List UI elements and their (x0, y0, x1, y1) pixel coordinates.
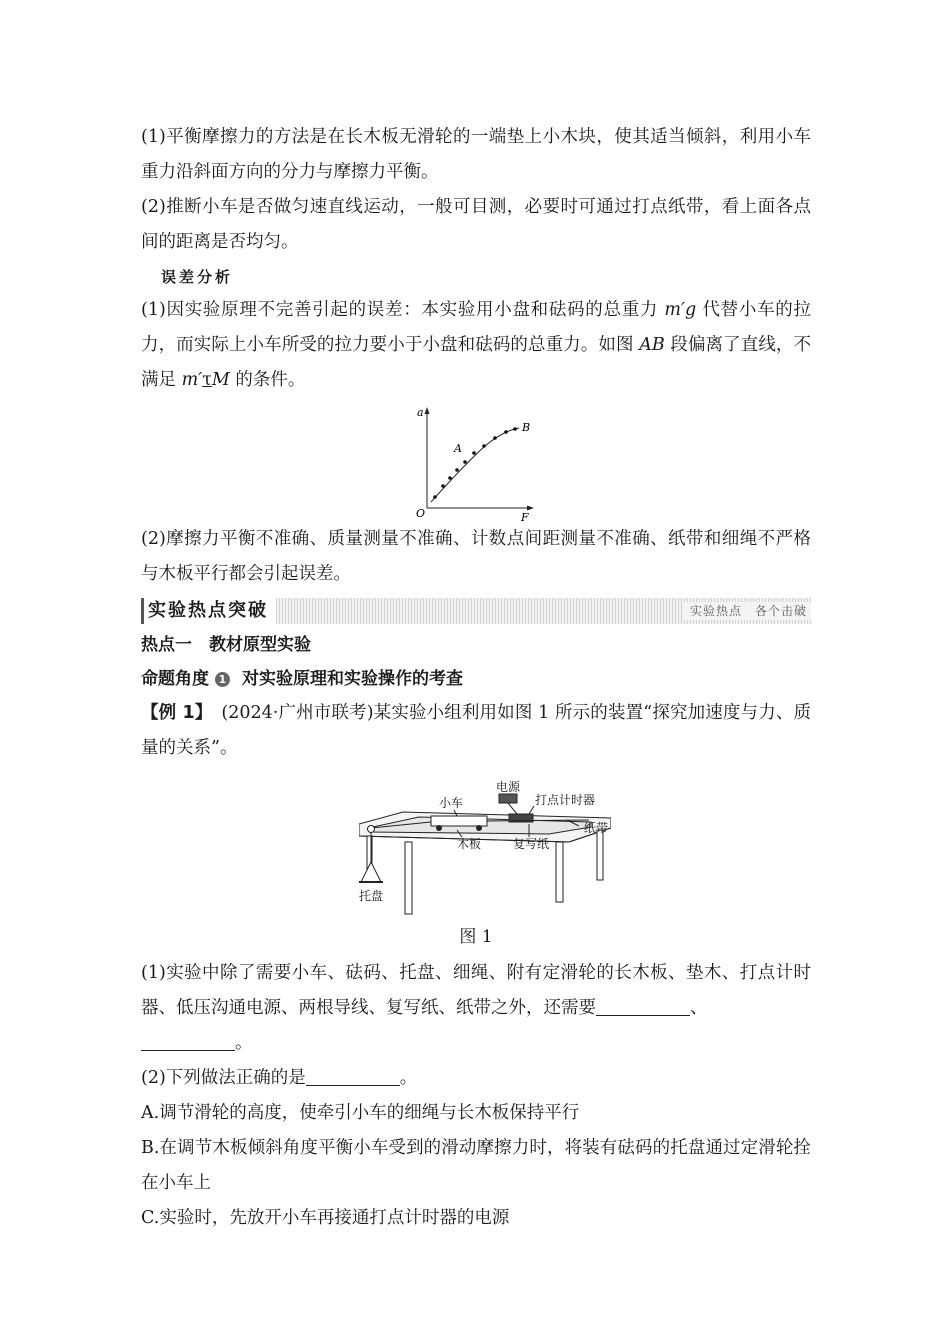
point (482, 444, 486, 448)
question-1 (141, 956, 811, 1061)
point (513, 427, 517, 431)
label-point-a: A (454, 442, 462, 455)
data-points (433, 427, 517, 499)
figure-caption: 图 1 (459, 927, 493, 947)
point (441, 484, 445, 488)
symbol-ab: AB (639, 335, 665, 355)
table-leg (405, 842, 412, 914)
point (448, 476, 452, 480)
angle-heading (141, 662, 811, 696)
label-tray: 托盘 (359, 889, 384, 903)
car-wheel (477, 826, 482, 831)
example-source: (2024·广州市联考) (221, 703, 374, 723)
point (493, 436, 497, 440)
label-f-axis: F (521, 511, 529, 522)
point (433, 495, 437, 499)
pulley (368, 826, 375, 833)
document-page (141, 120, 811, 1236)
example-tag: 【例 1】 (141, 703, 204, 723)
apparatus-figure (359, 780, 611, 920)
curve-line (431, 428, 519, 502)
banner-subtitle: 实验热点 各个击破 (684, 602, 811, 620)
label-a-axis: a (417, 406, 424, 419)
paragraph-error-1 (141, 293, 811, 398)
symbol-much-less: τ (202, 370, 212, 390)
point (504, 430, 508, 434)
car-body (431, 816, 487, 826)
label-tape: 纸带 (584, 821, 609, 835)
power-box (499, 794, 517, 803)
option-a: A.调节滑轮的高度，使牵引小车的细绳与长木板保持平行 (141, 1103, 580, 1123)
symbol-M: M (211, 370, 230, 390)
end-mark: 。 (399, 1068, 418, 1088)
symbol-m-prime: m′ (181, 370, 203, 390)
table-leg (597, 830, 603, 880)
option-c: C.实验时，先放开小车再接通打点计时器的电源 (141, 1208, 510, 1228)
label-board: 木板 (457, 837, 482, 851)
x-axis-arrow (527, 506, 534, 511)
symbol-mg: m′g (664, 300, 697, 320)
question-1-text: (1)实验中除了需要小车、砝码、托盘、细绳、附有定滑轮的长木板、垫木、打点计时器、低压沟通电源、两根导线、复写纸、纸带之外，还需要 (141, 963, 811, 1018)
hotspot-heading: 热点一 教材原型实验 (141, 635, 311, 655)
number-circle-icon: 1 (215, 672, 230, 687)
question-2 (141, 1061, 811, 1096)
banner-title: 实验热点突破 (144, 598, 276, 624)
label-car: 小车 (439, 796, 464, 810)
answer-blank[interactable] (596, 997, 690, 1016)
label-origin: O (416, 507, 426, 520)
angle-prefix: 命题角度 (141, 669, 209, 689)
example-paragraph (141, 696, 811, 766)
table-leg (556, 842, 563, 902)
label-power: 电源 (496, 780, 521, 794)
answer-blank[interactable] (141, 1032, 235, 1051)
example-text: 某实验小组利用如图 1 所示的装置“探究加速度与力、质量的关系”。 (141, 703, 811, 758)
point (463, 460, 467, 464)
text-run: 段偏离了直线，不满足 (141, 335, 812, 390)
paragraph-friction-method: (1)平衡摩擦力的方法是在长木板无滑轮的一端垫上小木块，使其适当倾斜，利用小车重力沿斜面方向的分力与摩擦力平衡。 (141, 127, 811, 182)
point (472, 451, 476, 455)
label-point-b: B (522, 421, 531, 434)
car-wheel (437, 826, 442, 831)
answer-blank[interactable] (306, 1067, 400, 1086)
point (455, 468, 459, 472)
end-mark: 。 (235, 1033, 253, 1053)
tray-hanger (361, 862, 381, 882)
option-b: B.在调节木板倾斜角度平衡小车受到的滑动摩擦力时，将装有砝码的托盘通过定滑轮拴在小车上 (141, 1138, 811, 1193)
label-carbon: 复写纸 (513, 837, 550, 851)
separator: 、 (690, 998, 708, 1018)
error-analysis-heading: 误差分析 (161, 268, 234, 286)
text-run: (1)因实验原理不完善引起的误差：本实验用小盘和砝码的总重力 (141, 300, 665, 320)
label-timer: 打点计时器 (535, 793, 596, 807)
leader-line (529, 806, 534, 814)
question-2-text: (2)下列做法正确的是 (141, 1068, 306, 1088)
text-run: 的条件。 (229, 370, 306, 390)
paragraph-uniform-motion: (2)推断小车是否做匀速直线运动，一般可目测，必要时可通过打点纸带，看上面各点间的距离是否均匀。 (141, 197, 811, 252)
paragraph-error-2: (2)摩擦力平衡不准确、质量测量不准确、计数点间距测量不准确、纸带和细绳不严格与木板平行都会引起误差。 (141, 529, 811, 584)
section-banner (141, 598, 811, 624)
y-axis-arrow (425, 407, 430, 414)
text-run: 代替小车的拉力，而实际上小车所受的拉力要小于小盘和砝码的总重力。如图 (141, 300, 812, 355)
angle-text: 对实验原理和实验操作的考查 (242, 669, 463, 689)
power-wire (508, 803, 517, 814)
a-f-graph (407, 404, 537, 522)
